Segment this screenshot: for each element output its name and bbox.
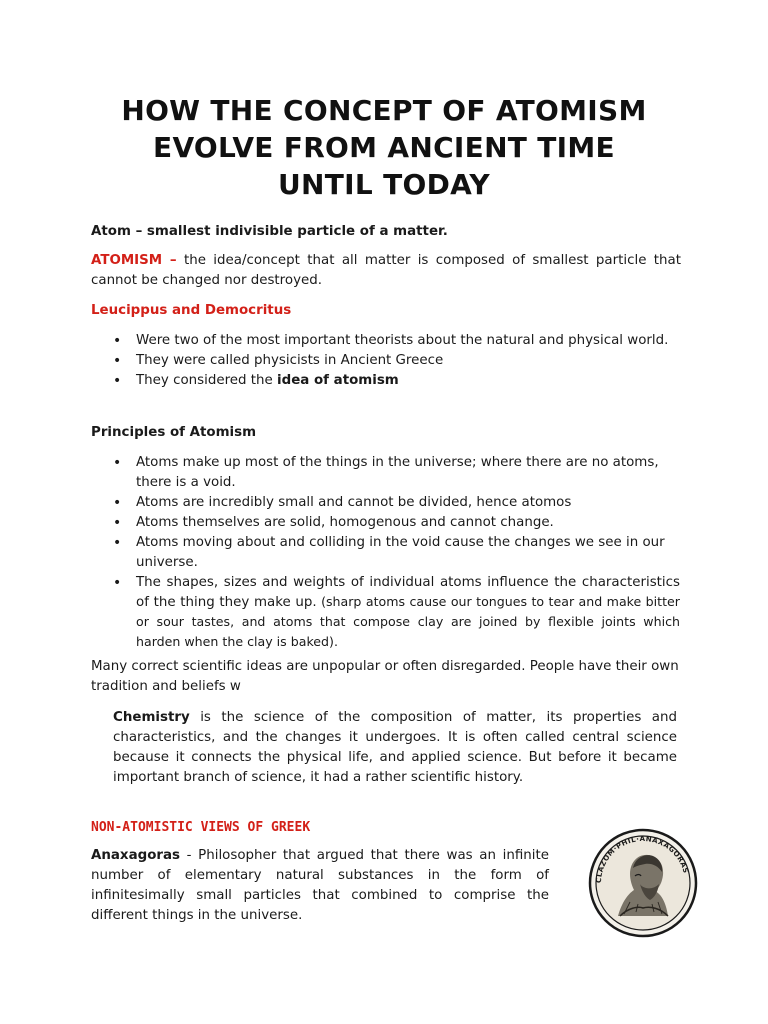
chemistry-text: is the science of the composition of matter, its properties and characteristics, and the changes it undergoes. It is often called central science because it connects the physical life, and applied science. But before it became important branch of science, it had a rather scientific history. [113, 710, 677, 785]
list-item: • Atoms make up most of the things in the universe; where there are no atoms, there is a void. [110, 453, 680, 493]
title-line-3: UNTIL TODAY [278, 168, 490, 201]
list-item: • Atoms moving about and colliding in the void cause the changes we see in our universe. [110, 533, 680, 573]
leucippus-heading [91, 301, 681, 321]
leucippus-list [110, 331, 680, 391]
list-item: • They were called physicists in Ancient Greece [110, 351, 680, 371]
popular-paragraph: Many correct scientific ideas are unpopular or often disregarded. People have their own tradition and beliefs w [91, 659, 679, 694]
chemistry-term: Chemistry [113, 710, 190, 725]
medallion-inscription: CLAZOM·PHIL·ANAXAGORAS [594, 834, 690, 884]
anaxagoras-medallion [588, 828, 698, 938]
anaxagoras-text: Philosopher that argued that there was an infinite number of elementary natural substances in the form of infinitesimally small particles that combined to comprise the different things in the universe. [91, 848, 549, 923]
anaxagoras-name: Anaxagoras [91, 848, 181, 863]
idea-of-atomism: idea of atomism [277, 373, 399, 388]
list-item: • Were two of the most important theorists about the natural and physical world. [110, 331, 680, 351]
leucippus-heading-text: Leucippus and Democritus [91, 303, 292, 318]
anaxagoras-paragraph [91, 846, 549, 926]
non-atomistic-heading-text: NON-ATOMISTIC VIEWS OF GREEK [91, 820, 311, 835]
list-item [110, 573, 680, 653]
principles-heading: Principles of Atomism [91, 425, 257, 440]
title-line-1: HOW THE CONCEPT OF ATOMISM [121, 94, 647, 127]
atomism-term: ATOMISM – [91, 253, 177, 268]
list-item-note: (sharp atoms cause our tongues to tear and make bitter or sour tastes, and atoms that compose clay are joined by flexible joints which harden when the clay is baked). [136, 594, 680, 649]
list-item-text: The shapes, sizes and weights of individual atoms influence the characteristics of the thing they make up. [136, 575, 680, 610]
principles-list [110, 453, 680, 653]
list-item: • Atoms are incredibly small and cannot be divided, hence atomos [110, 493, 680, 513]
list-item [110, 371, 680, 391]
list-item: • Atoms themselves are solid, homogenous and cannot change. [110, 513, 680, 533]
atomism-definition: the idea/concept that all matter is composed of smallest particle that cannot be changed nor destroyed. [91, 253, 681, 288]
page-title [60, 92, 708, 203]
list-item-text: They considered the [136, 373, 278, 388]
atomism-paragraph [91, 251, 681, 291]
title-line-2: EVOLVE FROM ANCIENT TIME [153, 131, 615, 164]
atom-definition: Atom – smallest indivisible particle of a matter. [91, 224, 448, 239]
separator: - [180, 848, 199, 863]
chemistry-paragraph [113, 708, 677, 788]
